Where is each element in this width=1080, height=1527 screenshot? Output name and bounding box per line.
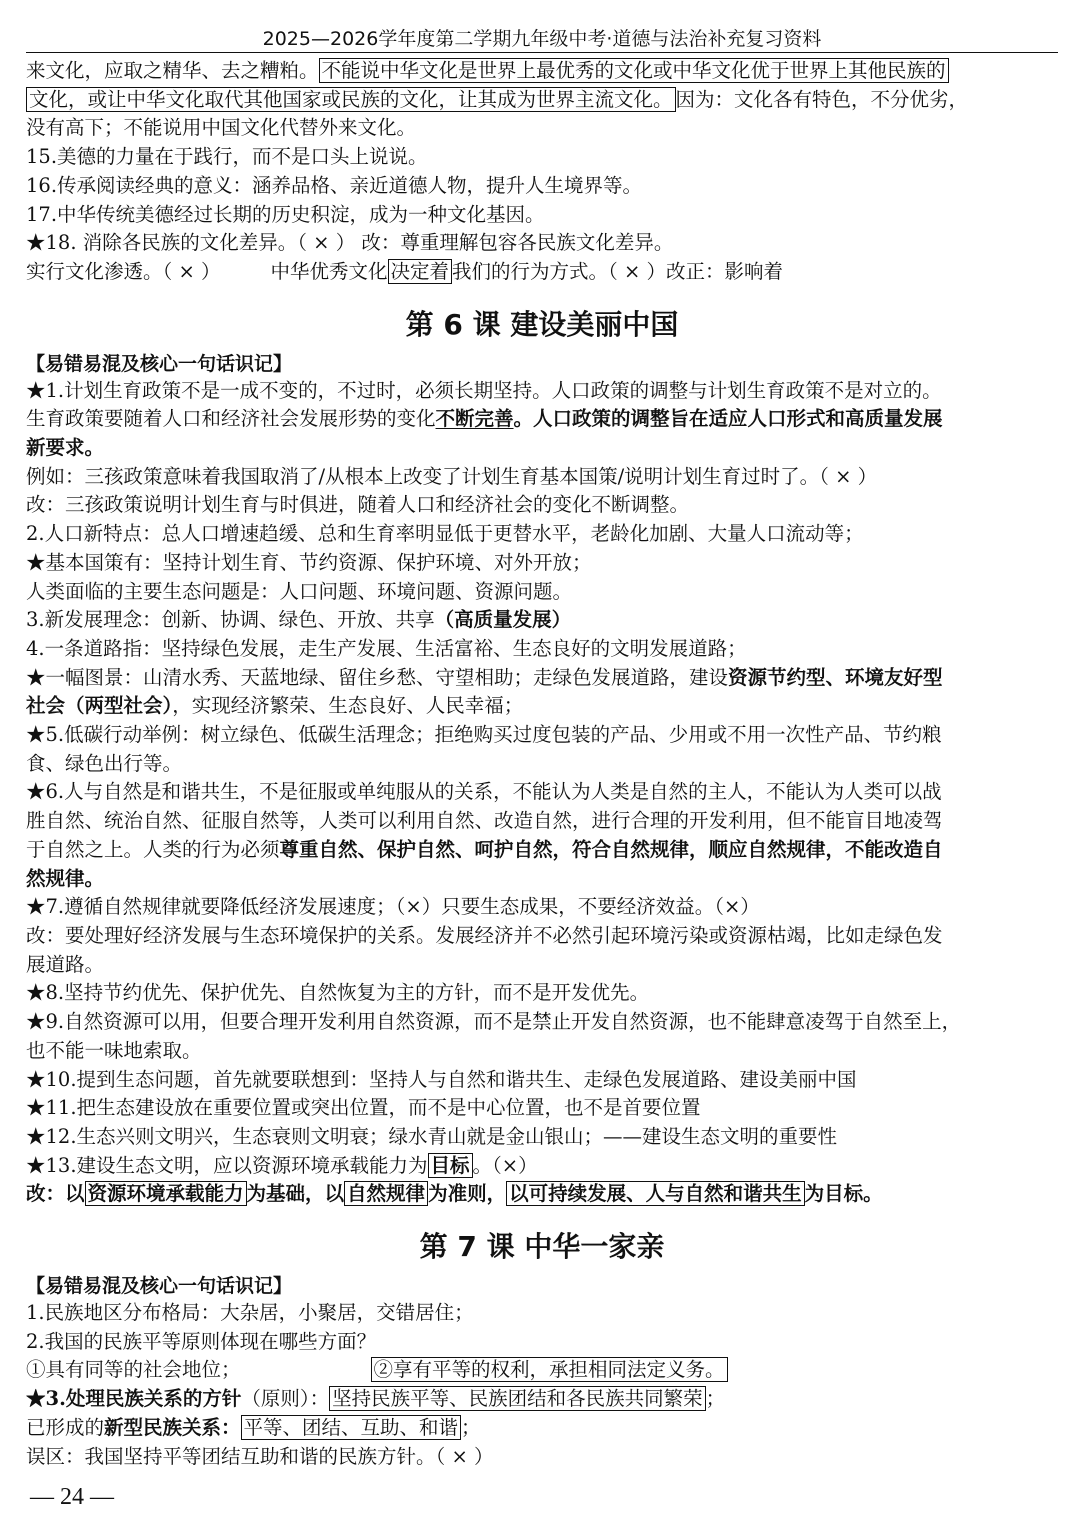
text-line <box>26 836 1058 865</box>
text-line <box>26 1152 1058 1181</box>
text-line: 也不能一味地索取。 <box>26 1038 202 1062</box>
lesson-7-title: 第 7 课 中华一家亲 <box>419 1230 665 1264</box>
text-line: 例如：三孩政策意味着我国取消了/从根本上改变了计划生育基本国策/说明计划生育过时了。（ × ） <box>26 464 878 488</box>
text-run: 实行文化渗透。（ × ） <box>26 259 221 283</box>
boxed-text: 自然规律 <box>344 1181 428 1206</box>
text-line: 4.一条道路指：坚持绿色发展，走生产发展、生活富裕、生态良好的文明发展道路； <box>26 636 747 660</box>
text-line: ★10.提到生态问题，首先就要联想到：坚持人与自然和谐共生、走绿色发展道路、建设美丽中国 <box>26 1067 857 1091</box>
boxed-text: 决定着 <box>388 259 453 284</box>
text-line: 2.人口新特点：总人口增速趋缓、总和生育率明显低于更替水平，老龄化加剧、大量人口流动等； <box>26 522 864 546</box>
bold-text: 。人口政策的调整旨在适应人口形式和高质量发展 <box>513 407 943 431</box>
boxed-text: ②享有平等的权利，承担相同法定义务。 <box>371 1357 728 1382</box>
text-line: 16.传承阅读经典的意义：涵养品格、亲近道德人物，提升人生境界等。 <box>26 173 643 197</box>
underlined-text: 不断完善 <box>435 407 514 431</box>
text-run: 为目标。 <box>804 1182 883 1206</box>
text-run: 来文化，应取之精华、去之糟粕。 <box>26 59 319 82</box>
text-line: ★8.坚持节约优先、保护优先、自然恢复为主的方针，而不是开发优先。 <box>26 981 650 1005</box>
text-line: ★18. 消除各民族的文化差异。（ × ） 改：尊重理解包容各民族文化差异。 <box>26 231 674 255</box>
running-header: 2025—2026学年度第二学期九年级中考·道德与法治补充复习资料 <box>26 0 1058 53</box>
boxed-text: 平等、团结、互助、和谐 <box>241 1415 462 1440</box>
text-line: 1.民族地区分布格局：大杂居，小聚居，交错居住； <box>26 1301 474 1325</box>
bold-text: （高质量发展） <box>434 608 572 632</box>
bold-text: 新型民族关系： <box>104 1415 241 1439</box>
text-line: 改：要处理好经济发展与生态环境保护的关系。发展经济并不必然引起环境污染或资源枯竭，比如走绿色发 <box>26 923 943 947</box>
text-line: 新要求。 <box>26 436 105 460</box>
text-run: ； <box>705 1387 726 1411</box>
text-line <box>26 606 1058 635</box>
text-line: 2.我国的民族平等原则体现在哪些方面？ <box>26 1329 377 1353</box>
text-line <box>26 57 1058 86</box>
text-line <box>26 258 1058 287</box>
text-run: （原则）： <box>241 1387 330 1411</box>
text-line <box>26 664 1058 693</box>
text-run: 改：以 <box>26 1182 85 1206</box>
text-run: ； <box>461 1415 481 1439</box>
text-run: 已形成的 <box>26 1415 105 1439</box>
text-run: 为基础，以 <box>246 1182 345 1206</box>
bold-text: ★3.处理民族关系的方针 <box>26 1387 242 1411</box>
text-run: 因为：文化各有特色，不分优劣， <box>675 87 969 111</box>
text-line: 没有高下；不能说用中国文化代替外来文化。 <box>26 116 417 140</box>
text-line: ★基本国策有：坚持计划生育、节约资源、保护环境、对外开放； <box>26 550 592 574</box>
text-line <box>26 1356 1058 1385</box>
text-line <box>26 1180 1058 1209</box>
boxed-text: 以可持续发展、人与自然和谐共生 <box>506 1181 805 1206</box>
section-heading: 【易错易混及核心一句话识记】 <box>26 1275 293 1298</box>
text-run: 中华优秀文化 <box>270 259 388 283</box>
text-line: ★1.计划生育政策不是一成不变的，不过时，必须长期坚持。人口政策的调整与计划生育政策不是对立的。 <box>26 378 942 402</box>
text-run: ★一幅图景：山清水秀、天蓝地绿、留住乡愁、守望相助；走绿色发展道路，建设 <box>26 665 729 689</box>
text-line: 胜自然、统治自然、征服自然等，人类可以利用自然、改造自然，进行合理的开发利用，但不能盲目地凌驾 <box>26 809 943 833</box>
text-line <box>26 86 1058 115</box>
lesson-6-title: 第 6 课 建设美丽中国 <box>405 307 679 341</box>
boxed-text: 坚持民族平等、民族团结和各民族共同繁荣 <box>329 1386 706 1411</box>
text-line: 展道路。 <box>26 952 105 976</box>
text-line: ★9.自然资源可以用，但要合理开发利用自然资源，而不是禁止开发自然资源，也不能肆意凌驾于自然至上， <box>26 1010 962 1034</box>
text-run: 为准则， <box>428 1182 507 1206</box>
text-run: 。（×） <box>472 1153 538 1177</box>
text-run: ①具有同等的社会地位； <box>26 1358 241 1382</box>
text-line: ★11.把生态建设放在重要位置或突出位置，而不是中心位置，也不是首要位置 <box>26 1096 701 1120</box>
text-run: ★13.建设生态文明，应以资源环境承载能力为 <box>26 1153 428 1177</box>
text-line <box>26 692 1058 721</box>
boxed-text: 文化，或让中华文化取代其他国家或民族的文化，让其成为世界主流文化。 <box>26 87 676 112</box>
bold-text: 尊重自然、保护自然、呵护自然，符合自然规律，顺应自然规律，不能改造自 <box>279 837 943 861</box>
text-line <box>26 405 1058 434</box>
document-page <box>26 0 1058 1471</box>
text-line: 17.中华传统美德经过长期的历史积淀，成为一种文化基因。 <box>26 202 545 226</box>
text-run: ，实现经济繁荣、生态良好、人民幸福； <box>172 694 524 718</box>
text-run: 于自然之上。人类的行为必须 <box>26 837 280 861</box>
text-line: 人类面临的主要生态问题是：人口问题、环境问题、资源问题。 <box>26 579 573 603</box>
text-line: 然规律。 <box>26 866 105 890</box>
text-line: ★5.低碳行动举例：树立绿色、低碳生活理念；拒绝购买过度包装的产品、少用或不用一次性产品、节约粮 <box>26 723 942 747</box>
boxed-text: 目标 <box>428 1153 473 1178</box>
text-line: ★12.生态兴则文明兴，生态衰则文明衰；绿水青山就是金山银山；——建设生态文明的重要性 <box>26 1124 838 1148</box>
bold-text: 社会（两型社会） <box>26 694 173 718</box>
boxed-text: 资源环境承载能力 <box>85 1181 247 1206</box>
text-line: ★7.遵循自然规律就要降低经济发展速度；（×）只要生态成果，不要经济效益。（×） <box>26 895 760 919</box>
text-run: 3.新发展理念：创新、协调、绿色、开放、共享 <box>26 608 435 632</box>
text-line: 误区：我国坚持平等团结互助和谐的民族方针。（ × ） <box>26 1444 494 1468</box>
text-line <box>26 1414 1058 1443</box>
bold-text: 资源节约型、环境友好型 <box>728 665 943 689</box>
section-heading: 【易错易混及核心一句话识记】 <box>26 352 293 375</box>
text-run: 生育政策要随着人口和经济社会发展形势的变化 <box>26 407 436 431</box>
text-line: 15.美德的力量在于践行，而不是口头上说说。 <box>26 145 428 169</box>
text-line <box>26 1385 1058 1414</box>
page-number: — 24 — <box>30 1484 114 1510</box>
text-line: 改：三孩政策说明计划生育与时俱进，随着人口和经济社会的变化不断调整。 <box>26 493 690 517</box>
text-line: ★6.人与自然是和谐共生，不是征服或单纯服从的关系，不能认为人类是自然的主人，不能认为人类可以战 <box>26 780 942 804</box>
text-line: 食、绿色出行等。 <box>26 751 183 775</box>
text-run: 我们的行为方式。（ × ）改正：影响着 <box>452 259 784 283</box>
boxed-text: 不能说中华文化是世界上最优秀的文化或中华文化优于世界上其他民族的 <box>319 58 949 83</box>
